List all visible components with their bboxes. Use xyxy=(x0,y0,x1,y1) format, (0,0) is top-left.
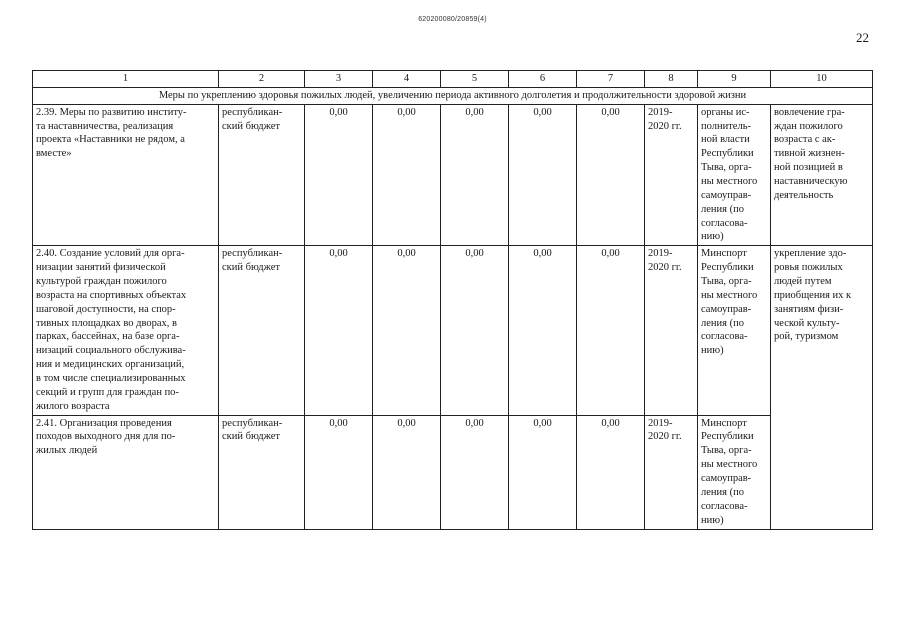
column-header: 4 xyxy=(373,71,441,88)
column-header: 2 xyxy=(219,71,305,88)
section-row xyxy=(33,87,873,104)
value-cell: 0,00 xyxy=(373,246,441,415)
measure-cell: 2.40. Создание условий для орга- низации занятий физической культурой граждан пожилого возраста на спортивных объектах шаговой доступности, на спор- тивных площадках во дворах, в парках, бассейнах, на базе орга- низаций социального обслужива- ния и медицинских организаций, в том числе специализированных секций и групп для граждан по- жилого возраста xyxy=(33,246,219,415)
measure-cell: 2.39. Меры по развитию институ- та наставничества, реализация проекта «Наставники не рядом, а вместе» xyxy=(33,104,219,246)
column-header: 3 xyxy=(305,71,373,88)
column-header: 5 xyxy=(441,71,509,88)
value-cell: 0,00 xyxy=(441,246,509,415)
column-header: 6 xyxy=(509,71,577,88)
measures-table xyxy=(32,70,873,530)
funding-source-cell: республикан- ский бюджет xyxy=(219,104,305,246)
column-header: 7 xyxy=(577,71,645,88)
page-number: 22 xyxy=(856,30,869,45)
value-cell: 0,00 xyxy=(305,246,373,415)
value-cell: 0,00 xyxy=(577,415,645,529)
column-number-row xyxy=(33,71,873,88)
value-cell: 0,00 xyxy=(509,415,577,529)
period-cell: 2019- 2020 гг. xyxy=(645,104,698,246)
column-header: 1 xyxy=(33,71,219,88)
value-cell: 0,00 xyxy=(373,415,441,529)
value-cell: 0,00 xyxy=(441,415,509,529)
result-cell: укрепление здо- ровья пожилых людей путем приобщения их к занятиям физи- ческой культу- рой, туризмом xyxy=(771,246,873,529)
result-cell: вовлечение гра- ждан пожилого возраста с ак- тивной жизнен- ной позицией в наставническую деятельность xyxy=(771,104,873,246)
funding-source-cell: республикан- ский бюджет xyxy=(219,415,305,529)
document-id: 620200080/20859(4) xyxy=(418,16,487,23)
value-cell: 0,00 xyxy=(305,415,373,529)
value-cell: 0,00 xyxy=(577,246,645,415)
measure-cell: 2.41. Организация проведения походов выходного дня для по- жилых людей xyxy=(33,415,219,529)
funding-source-cell: республикан- ский бюджет xyxy=(219,246,305,415)
period-cell: 2019- 2020 гг. xyxy=(645,415,698,529)
period-cell: 2019- 2020 гг. xyxy=(645,246,698,415)
value-cell: 0,00 xyxy=(509,246,577,415)
value-cell: 0,00 xyxy=(373,104,441,246)
value-cell: 0,00 xyxy=(441,104,509,246)
column-header: 9 xyxy=(698,71,771,88)
table-row xyxy=(33,415,873,529)
value-cell: 0,00 xyxy=(509,104,577,246)
value-cell: 0,00 xyxy=(305,104,373,246)
column-header: 8 xyxy=(645,71,698,88)
table-row xyxy=(33,104,873,246)
section-title: Меры по укреплению здоровья пожилых людей, увеличению периода активного долголетия и продолжительности здоровой жизни xyxy=(33,87,873,104)
column-header: 10 xyxy=(771,71,873,88)
executors-cell: Минспорт Республики Тыва, орга- ны местного самоуправ- ления (по согласова- нию) xyxy=(698,246,771,415)
executors-cell: Минспорт Республики Тыва, орга- ны местного самоуправ- ления (по согласова- нию) xyxy=(698,415,771,529)
table-row xyxy=(33,246,873,415)
executors-cell: органы ис- полнитель- ной власти Республики Тыва, орга- ны местного самоуправ- ления (по согласова- нию) xyxy=(698,104,771,246)
value-cell: 0,00 xyxy=(577,104,645,246)
